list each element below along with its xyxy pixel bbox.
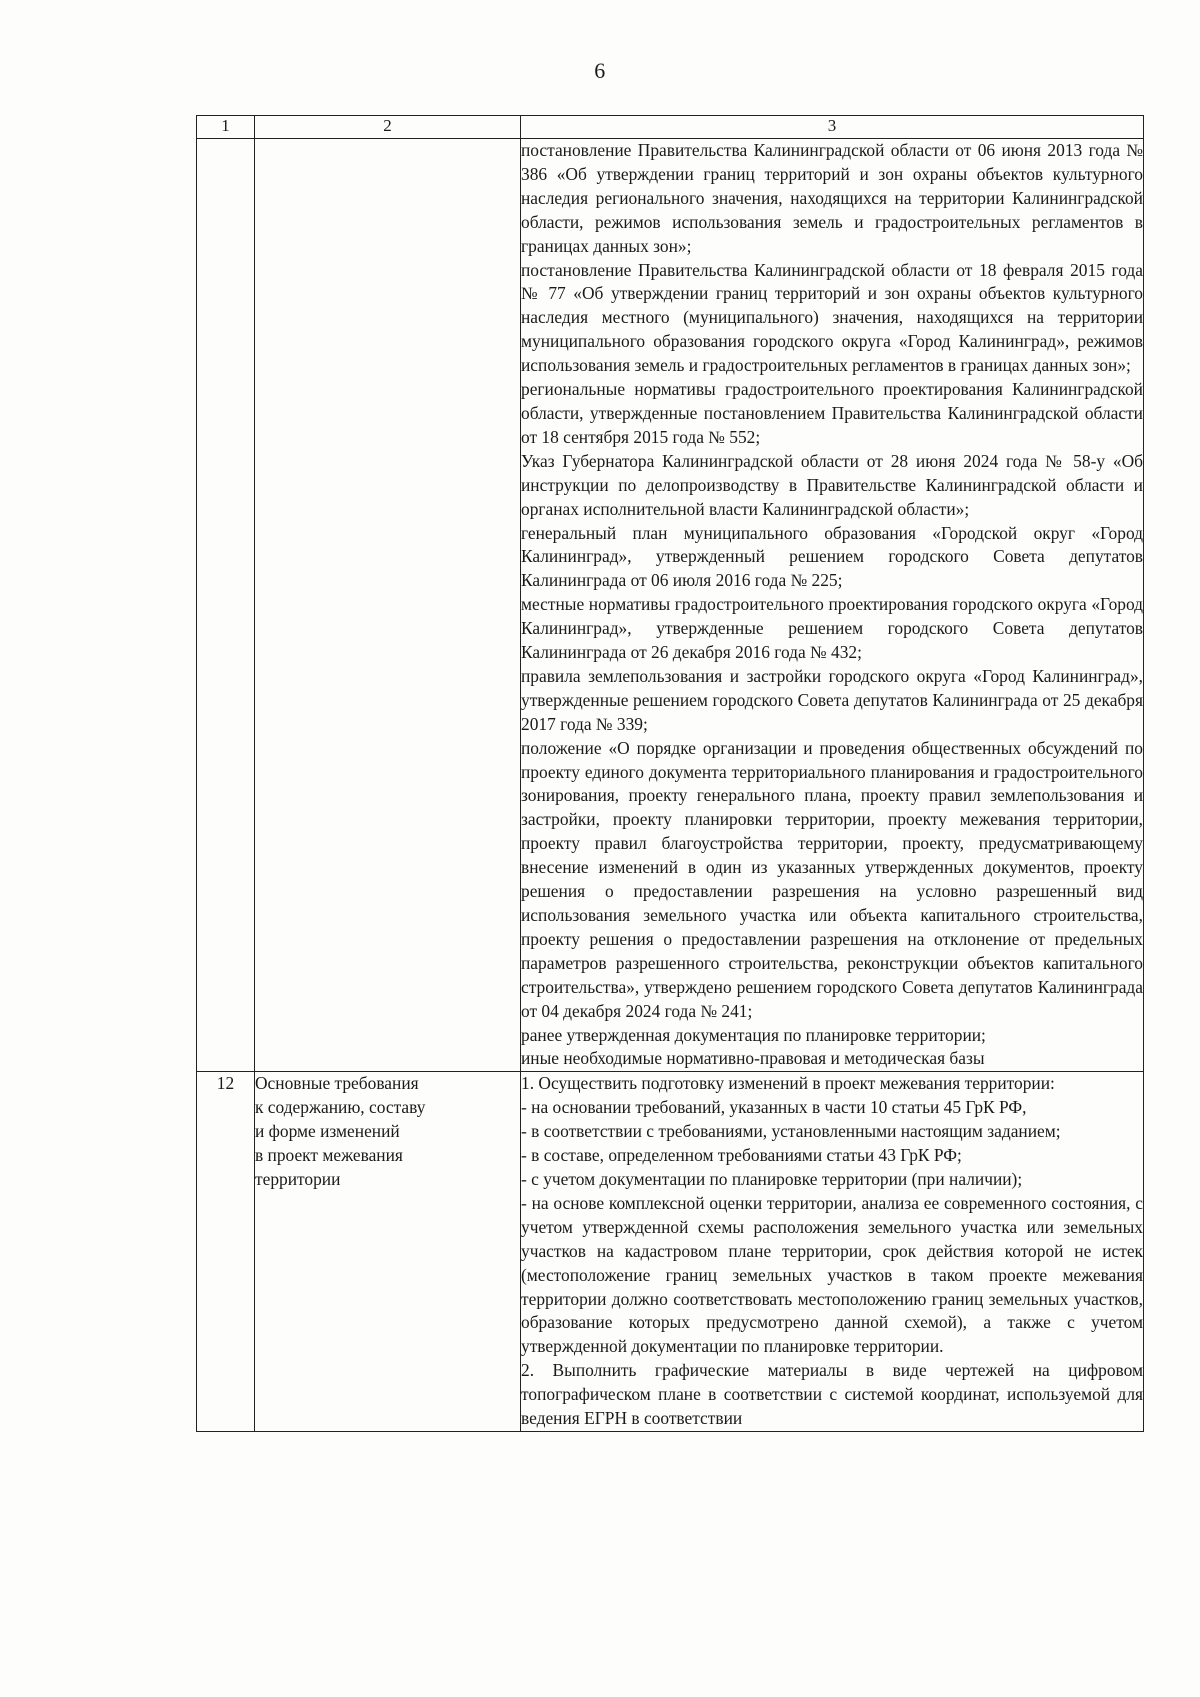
row-title-cell — [255, 1072, 521, 1432]
row-title-line: и форме изменений — [255, 1121, 400, 1142]
row-title-cell — [255, 139, 521, 1072]
row-title-line: Основные требования — [255, 1073, 419, 1094]
header-col-3: 3 — [521, 116, 1144, 139]
row-content-cell — [521, 1072, 1144, 1432]
content-paragraph: - на основании требований, указанных в части 10 статьи 45 ГрК РФ, — [521, 1097, 1027, 1118]
content-paragraph: региональные нормативы градостроительного проектирования Калининградской области, утвержденные постановлением Правительства Калининградской области от 18 сентября 2015 года № 552; — [521, 379, 1143, 447]
content-paragraph: Указ Губернатора Калининградской области от 28 июня 2024 года № 58-у «Об инструкции по делопроизводству в Правительстве Калининградской области и органах исполнительной власти Калининградской области»; — [521, 450, 1143, 519]
row-content-cell — [521, 139, 1144, 1072]
page-number: 6 — [594, 58, 606, 83]
content-paragraph: иные необходимые нормативно-правовая и методическая базы — [521, 1048, 985, 1069]
content-paragraph: генеральный план муниципального образования «Городской округ «Город Калининград», утвержденный решением городского Совета депутатов Калининграда от 06 июля 2016 года № 225; — [521, 522, 1143, 591]
header-col-1: 1 — [197, 116, 255, 139]
row-number: 12 — [197, 1072, 255, 1432]
content-paragraph: местные нормативы градостроительного проектирования городского округа «Город Калининград», утвержденные решением городского Совета депутатов Калининграда от 26 декабря 2016 года № 432; — [521, 594, 1143, 663]
content-paragraph: постановление Правительства Калининградской области от 18 февраля 2015 года № 77 «Об утверждении границ территорий и зон охраны объектов культурного наследия местного (муниципального) значения, находящихся на территории муниципального образования городского округа «Город Калининград», режимов использования земель и градостроительных регламентов в границах данных зон»; — [521, 259, 1143, 376]
row-title-line: к содержанию, составу — [255, 1097, 426, 1118]
content-paragraph: - на основе комплексной оценки территории, анализа ее современного состояния, с учетом утвержденной схемы расположения земельного участка или земельных участков на кадастровом плане территории, срок действия которой не истек (местоположение границ земельных участков в таком проекте межевания территории должно соответствовать местоположению границ земельных участков, образование которых предусмотрено данной схемой), а также с учетом утвержденной документации по планировке территории. — [521, 1192, 1143, 1357]
table-row — [197, 1072, 1144, 1432]
row-title-line: территории — [255, 1168, 341, 1189]
content-paragraph: 2. Выполнить графические материалы в виде чертежей на цифровом топографическом плане в соответствии с системой координат, используемой для ведения ЕГРН в соответствии — [521, 1360, 1143, 1429]
content-paragraph: постановление Правительства Калининградской области от 06 июня 2013 года № 386 «Об утверждении границ территорий и зон охраны объектов культурного наследия регионального значения, находящихся на территории Калининградской области, режимов использования земель и градостроительных регламентов в границах данных зон»; — [521, 140, 1143, 256]
table-row — [197, 139, 1144, 1072]
header-col-2: 2 — [255, 116, 521, 139]
row-number — [197, 139, 255, 1072]
table-body — [197, 139, 1144, 1432]
content-paragraph: ранее утвержденная документация по планировке территории; — [521, 1024, 986, 1045]
content-paragraph: - с учетом документации по планировке территории (при наличии); — [521, 1168, 1023, 1189]
content-paragraph: - в соответствии с требованиями, установленными настоящим заданием; — [521, 1121, 1061, 1142]
content-paragraph: правила землепользования и застройки городского округа «Город Калининград», утвержденные решением городского Совета депутатов Калининграда от 25 декабря 2017 года № 339; — [521, 665, 1143, 734]
content-paragraph: 1. Осуществить подготовку изменений в проект межевания территории: — [521, 1073, 1055, 1094]
content-paragraph: - в составе, определенном требованиями статьи 43 ГрК РФ; — [521, 1145, 962, 1166]
requirements-table — [196, 115, 1144, 1432]
table-header-row — [197, 116, 1144, 139]
row-title-line: в проект межевания — [255, 1145, 403, 1166]
content-paragraph: положение «О порядке организации и проведения общественных обсуждений по проекту единого документа территориального планирования и градостроительного зонирования, проекту генерального плана, проекту правил землепользования и застройки, проекту планировки территории, проекту межевания территории, проекту правил благоустройства территории, проекту, предусматривающему внесение изменений в один из указанных утвержденных документов, проекту решения о предоставлении разрешения на условно разрешенный вид использования земельного участка или объекта капитального строительства, проекту решения о предоставлении разрешения на отклонение от предельных параметров разрешенного строительства, реконструкции объектов капитального строительства», утверждено решением городского Совета депутатов Калининграда от 04 декабря 2024 года № 241; — [521, 737, 1143, 1021]
